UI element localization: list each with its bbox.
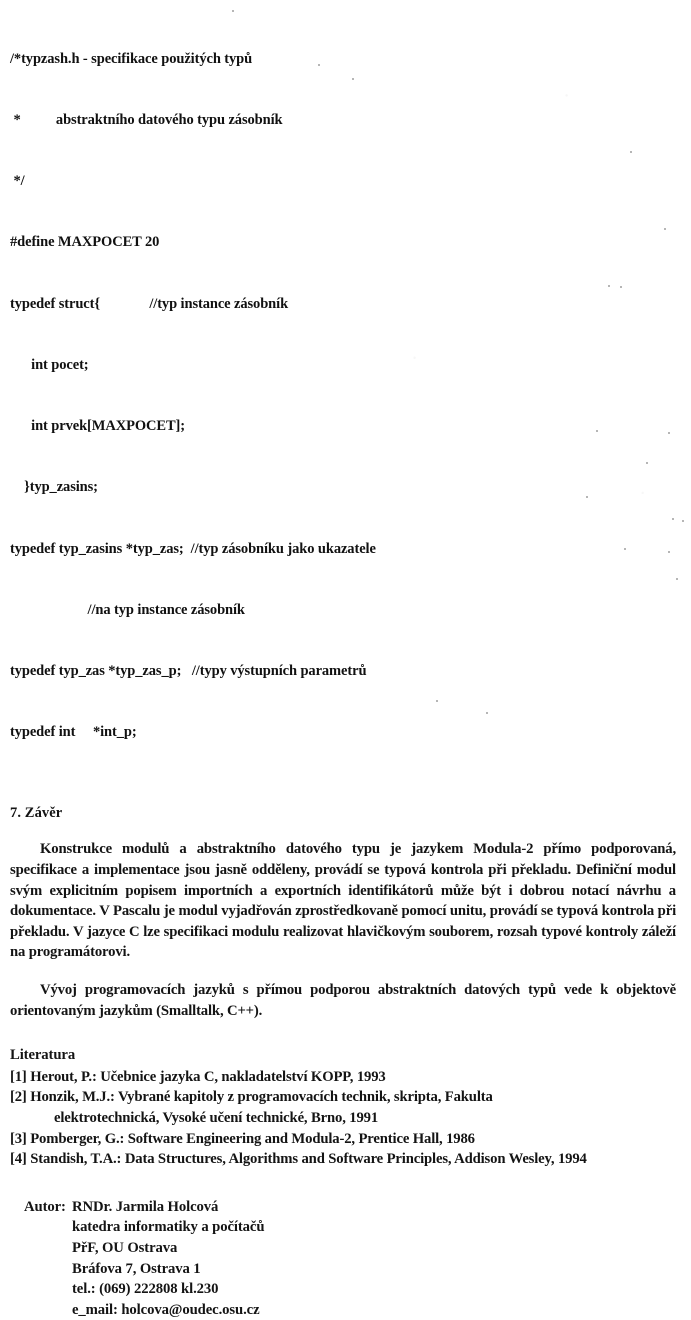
author-phone-row: [24, 1279, 679, 1300]
reference-text: Honzik, M.J.: Vybrané kapitoly z programovacích technik, skripta, Fakulta: [30, 1089, 493, 1106]
code-line: typedef int *int_p;: [10, 724, 137, 741]
author-department-row: [24, 1217, 679, 1238]
body-paragraph: Vývoj programovacích jazyků s přímou podporou abstraktních datových typů vede k objektově orientovaným jazykům (Smalltalk, C++).: [10, 982, 676, 1019]
code-line: int pocet;: [10, 356, 89, 373]
reference-text: Pomberger, G.: Software Engineering and Modula-2, Prentice Hall, 1986: [30, 1130, 475, 1147]
code-listing: [10, 8, 679, 783]
reference-marker: [1]: [10, 1068, 27, 1085]
author-email: e_mail: holcova@oudec.osu.cz: [72, 1301, 260, 1318]
author-faculty-row: [24, 1238, 679, 1259]
code-line: */: [10, 173, 25, 190]
reference-text: Herout, P.: Učebnice jazyka C, nakladatelství KOPP, 1993: [30, 1068, 386, 1085]
code-line: /*typzash.h - specifikace použitých typů: [10, 50, 253, 67]
reference-item: [10, 1129, 679, 1150]
reference-item: [10, 1149, 679, 1170]
reference-continuation: elektrotechnická, Vysoké učení technické, Brno, 1991: [54, 1109, 379, 1126]
reference-item: [10, 1067, 679, 1088]
reference-marker: [2]: [10, 1089, 27, 1106]
reference-marker: [4]: [10, 1151, 27, 1168]
author-phone: tel.: (069) 222808 kl.230: [72, 1281, 219, 1298]
code-line: int prvek[MAXPOCET];: [10, 418, 186, 435]
code-line: }typ_zasins;: [10, 479, 98, 496]
author-name-row: [24, 1197, 679, 1218]
section-heading: 7. Závěr: [10, 805, 63, 822]
reference-list: [10, 1067, 679, 1170]
literature-heading: Literatura: [10, 1047, 76, 1064]
code-line: typedef typ_zasins *typ_zas; //typ zásobníku jako ukazatele: [10, 540, 376, 557]
body-paragraph: Konstrukce modulů a abstraktního datového typu je jazykem Modula-2 přímo podporovaná, specifikace a implementace jsou jasně odděleny, provádí se typová kontrola při překladu. Definiční modul svým explicitním popisem importních a exportních identifikátorů může být i dobrou notací návrhu a dokumentace. V Pascalu je modul vyjadřován zprostředkovaně pomocí unitu, provádí se typová kontrola při překladu. V jazyce C lze specifikaci modulu realizovat hlavičkovým souborem, rozsah typové kontroly záleží na programátorovi.: [10, 841, 676, 961]
scan-speck: [682, 520, 684, 522]
code-line: * abstraktního datového typu zásobník: [10, 112, 283, 129]
author-street: Bráfova 7, Ostrava 1: [72, 1260, 201, 1277]
author-name: RNDr. Jarmila Holcová: [72, 1198, 219, 1215]
author-block: [24, 1197, 679, 1320]
author-faculty: PřF, OU Ostrava: [72, 1239, 178, 1256]
code-line: typedef typ_zas *typ_zas_p; //typy výstupních parametrů: [10, 663, 367, 679]
reference-item: [10, 1087, 679, 1128]
author-department: katedra informatiky a počítačů: [72, 1219, 265, 1236]
author-street-row: [24, 1259, 679, 1280]
code-line: //na typ instance zásobník: [10, 601, 245, 618]
reference-text: Standish, T.A.: Data Structures, Algorithms and Software Principles, Addison Wesley, 1994: [30, 1151, 587, 1168]
author-label: Autor:: [24, 1198, 66, 1215]
author-email-row: [24, 1300, 679, 1320]
code-line: #define MAXPOCET 20: [10, 234, 160, 251]
reference-marker: [3]: [10, 1130, 27, 1147]
code-line: typedef struct{ //typ instance zásobník: [10, 295, 289, 312]
